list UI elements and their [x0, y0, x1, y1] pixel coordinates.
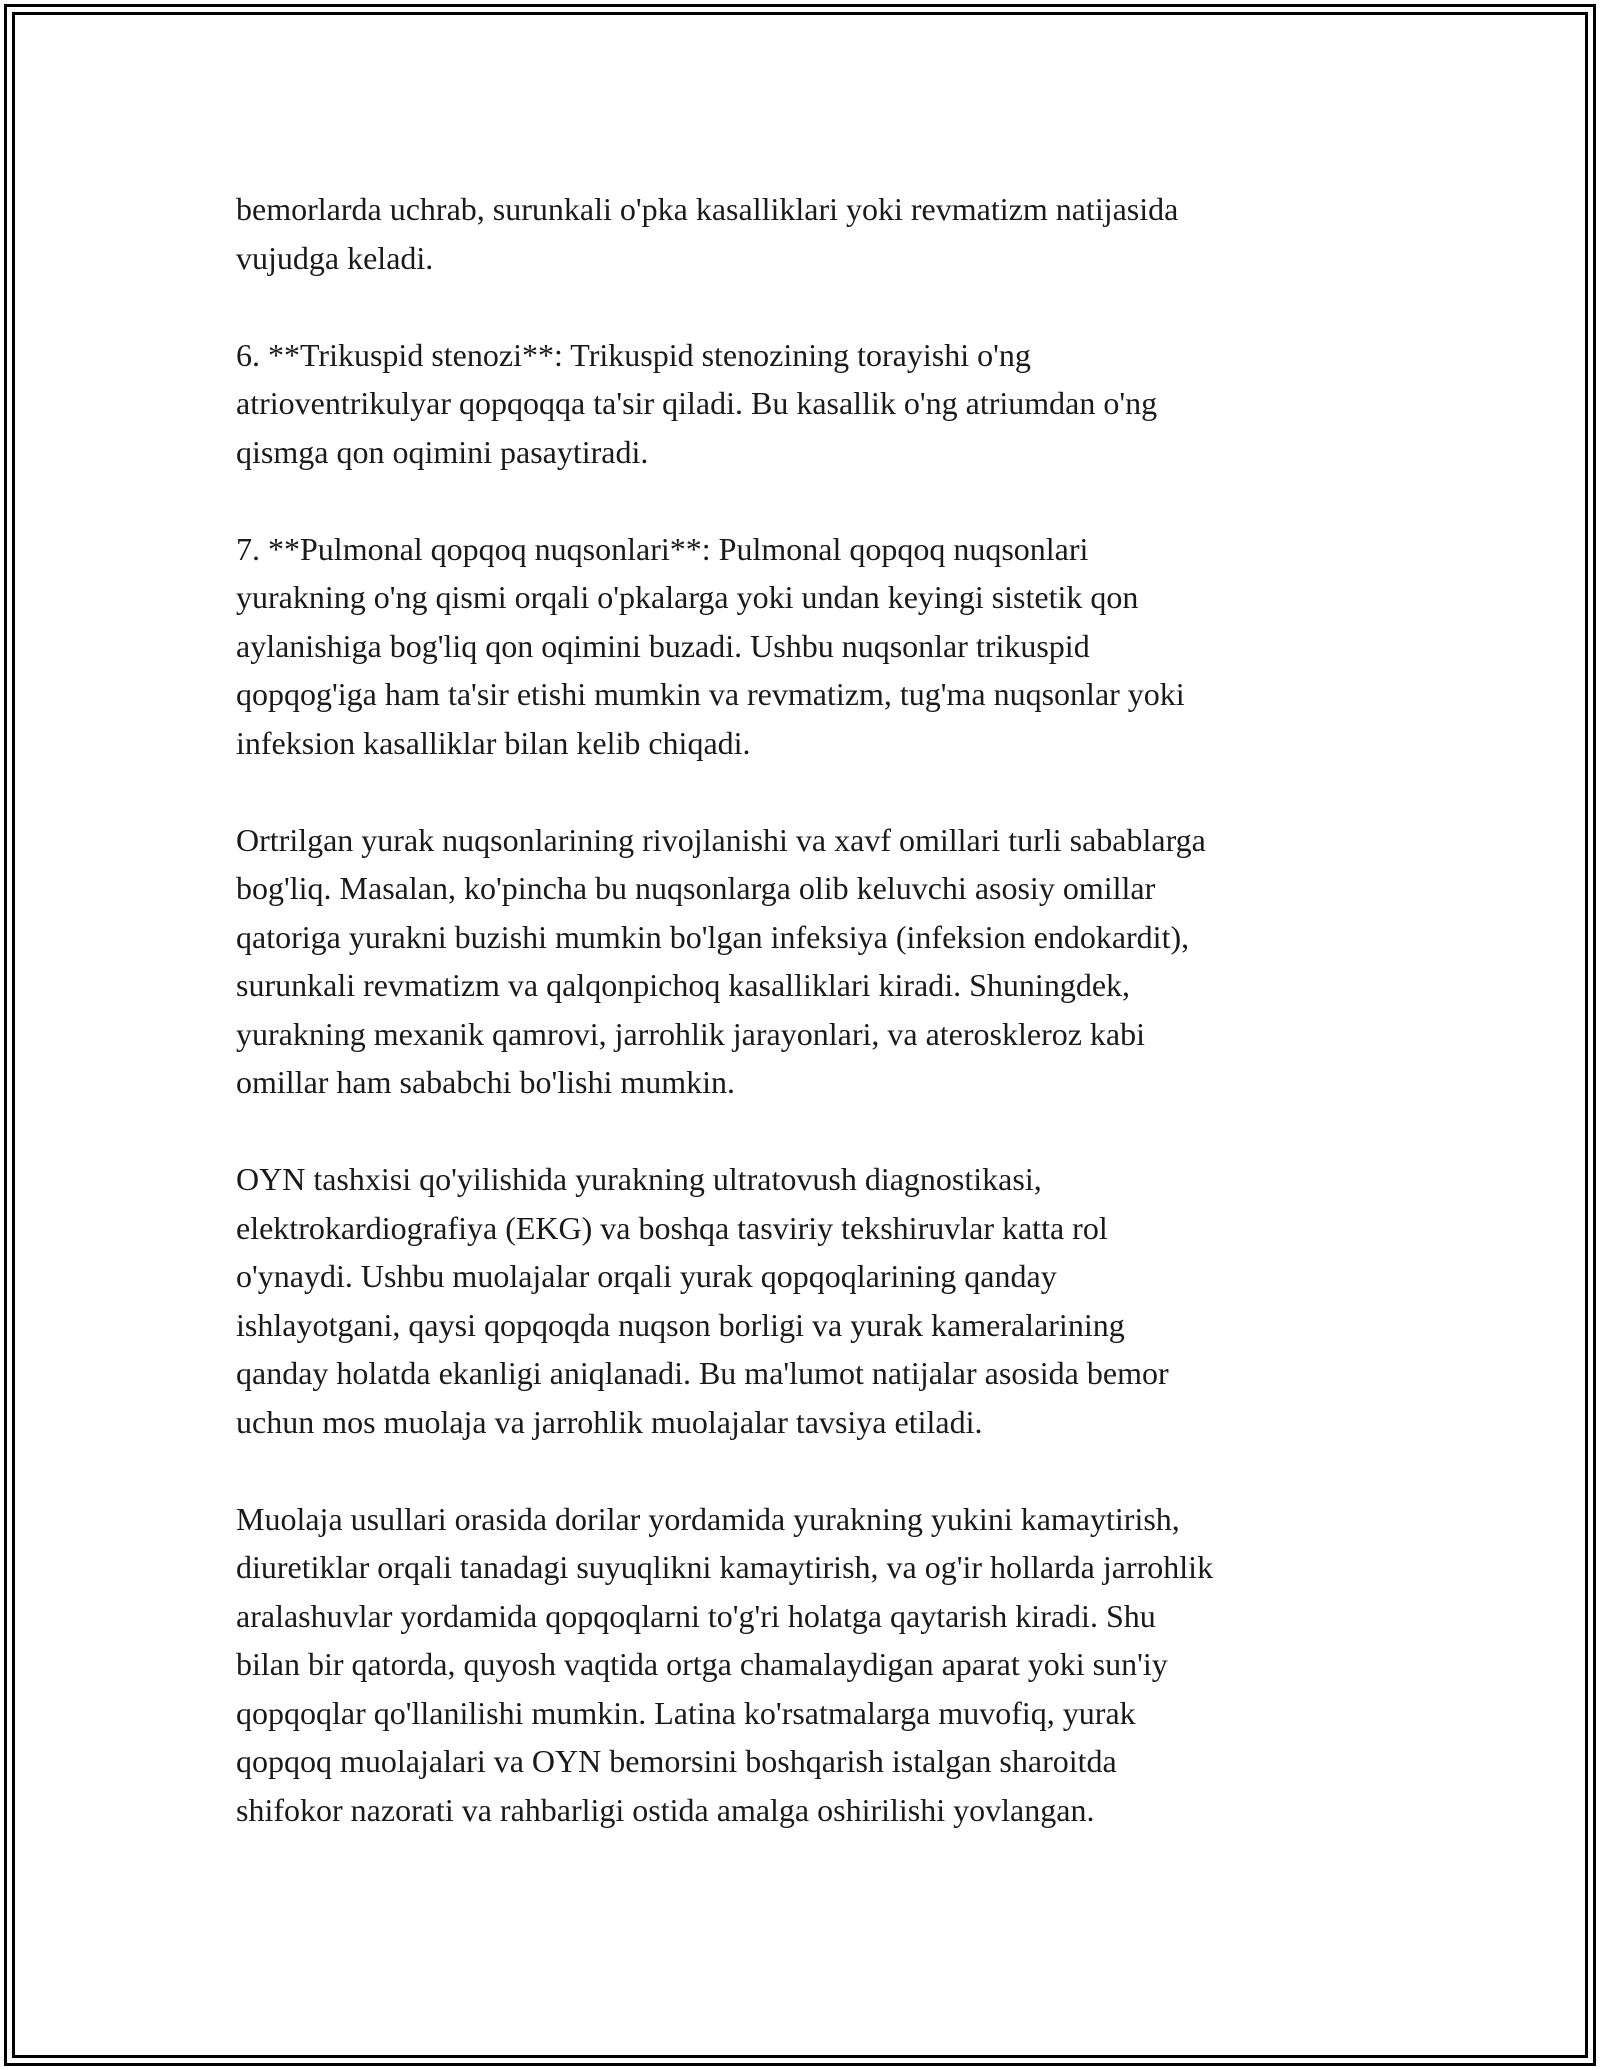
paragraph-continuation: bemorlarda uchrab, surunkali o'pka kasalliklari yoki revmatizm natijasida vujudga keladi. — [236, 191, 1179, 276]
paragraph-oyn-tashxisi: OYN tashxisi qo'yilishida yurakning ultratovush diagnostikasi, elektrokardiografiya (EKG) va boshqa tasviriy tekshiruvlar katta rol o'ynaydi. Ushbu muolajalar orqali yurak qopqoqlarining qanday ishlayotgani, qaysi qopqoqda nuqson borligi va yurak kameralarining qanday holatda ekanligi aniqlanadi. Bu ma'lumot natijalar asosida bemor uchun mos muolaja va jarrohlik muolajalar tavsiya etiladi. — [236, 1161, 1169, 1440]
paragraph-muolaja-usullari: Muolaja usullari orasida dorilar yordamida yurakning yukini kamaytirish, diuretiklar orqali tanadagi suyuqlikni kamaytirish, va og'ir hollarda jarrohlik aralashuvlar yordamida qopqoqlarni to'g'ri holatga qaytarish kiradi. Shu bilan bir qatorda, quyosh vaqtida ortga chamalaydigan aparat yoki sun'iy qopqoqlar qo'llanilishi mumkin. Latina ko'rsatmalarga muvofiq, yurak qopqoq muolajalari va OYN bemorsini boshqarish istalgan sharoitda shifokor nazorati va rahbarligi ostida amalga oshirilishi yovlangan. — [236, 1500, 1214, 1828]
document-body — [236, 185, 1366, 1883]
paragraph-trikuspid-stenozi: 6. **Trikuspid stenozi**: Trikuspid stenozining torayishi o'ng atrioventrikulyar qopqoqqa ta'sir qiladi. Bu kasallik o'ng atriumdan o'ng qismga qon oqimini pasaytiradi. — [236, 336, 1158, 470]
paragraph-pulmonal-qopqoq: 7. **Pulmonal qopqoq nuqsonlari**: Pulmonal qopqoq nuqsonlari yurakning o'ng qismi orqali o'pkalarga yoki undan keyingi sistetik qon aylanishiga bog'liq qon oqimini buzadi. Ushbu nuqsonlar trikuspid qopqog'iga ham ta'sir etishi mumkin va revmatizm, tug'ma nuqsonlar yoki infeksion kasalliklar bilan kelib chiqadi. — [236, 530, 1185, 761]
paragraph-xavf-omillari: Ortrilgan yurak nuqsonlarining rivojlanishi va xavf omillari turli sabablarga bog'liq. Masalan, ko'pincha bu nuqsonlarga olib keluvchi asosiy omillar qatoriga yurakni buzishi mumkin bo'lgan infeksiya (infeksion endokardit), surunkali revmatizm va qalqonpichoq kasalliklari kiradi. Shuningdek, yurakning mexanik qamrovi, jarrohlik jarayonlari, va ateroskleroz kabi omillar ham sababchi bo'lishi mumkin. — [236, 821, 1206, 1100]
